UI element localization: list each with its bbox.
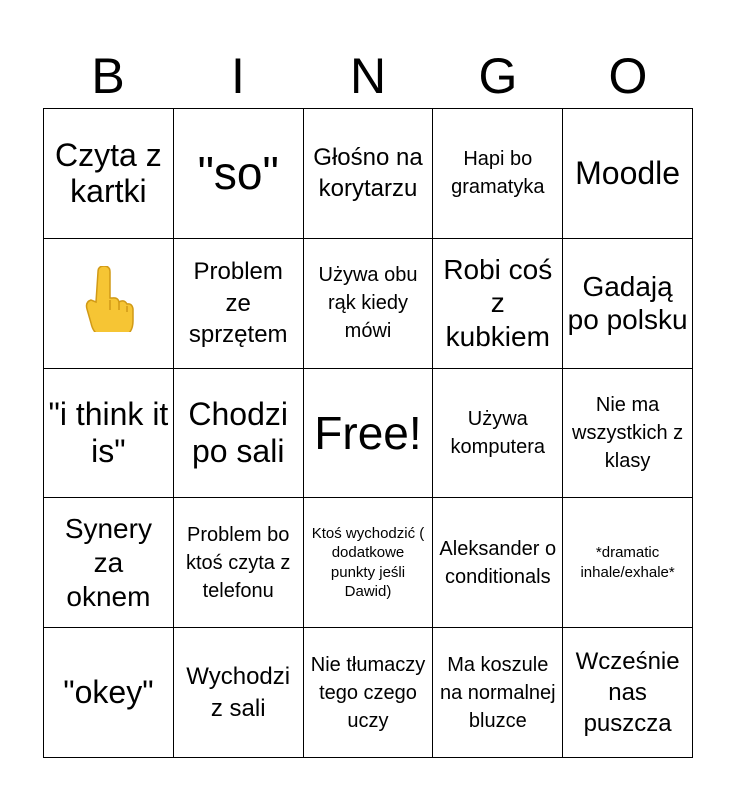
pointing-up-hand-icon — [82, 266, 134, 340]
header-letter-o: O — [608, 48, 648, 104]
bingo-cell[interactable] — [563, 498, 693, 628]
bingo-cell[interactable] — [304, 369, 434, 499]
header-letter-n: N — [349, 48, 387, 104]
bingo-cell-text: *dramatic inhale/exhale* — [580, 544, 675, 581]
bingo-cell[interactable] — [44, 628, 174, 758]
bingo-cell-text: Synery za oknem — [64, 513, 152, 612]
bingo-cell[interactable] — [563, 369, 693, 499]
bingo-cell[interactable] — [304, 628, 434, 758]
bingo-cell[interactable] — [44, 498, 174, 628]
bingo-cell[interactable] — [44, 369, 174, 499]
bingo-cell-text: Nie ma wszystkich z klasy — [572, 393, 684, 472]
bingo-cell[interactable] — [304, 239, 434, 369]
bingo-cell[interactable] — [563, 239, 693, 369]
bingo-cell[interactable] — [433, 239, 563, 369]
bingo-header — [43, 44, 693, 108]
bingo-cell-text: "okey" — [63, 674, 154, 711]
header-letter-i: I — [231, 48, 245, 104]
bingo-cell-text: Nie tłumaczy tego czego uczy — [310, 653, 426, 732]
bingo-cell[interactable] — [304, 498, 434, 628]
bingo-cell-text: Głośno na korytarzu — [313, 144, 423, 203]
bingo-cell-text: Ktoś wychodzić ( dodatkowe punkty jeśli Dawid) — [311, 524, 425, 601]
bingo-cell-text: Używa obu rąk kiedy mówi — [318, 264, 418, 343]
bingo-cell[interactable] — [563, 628, 693, 758]
bingo-cell-text: Gadają po polsku — [567, 270, 688, 336]
bingo-cell-text: Wcześnie nas puszcza — [575, 647, 680, 738]
header-letter-b: B — [91, 48, 125, 104]
bingo-cell[interactable] — [304, 109, 434, 239]
bingo-cell[interactable] — [174, 628, 304, 758]
bingo-cell-text: Robi coś z kubkiem — [443, 253, 553, 352]
bingo-cell-text: Chodzi po sali — [188, 396, 288, 469]
bingo-cell[interactable] — [433, 369, 563, 499]
bingo-cell[interactable] — [433, 628, 563, 758]
bingo-cell-text: Używa komputera — [450, 407, 546, 458]
bingo-cell-text: Wychodzi z sali — [186, 663, 291, 722]
bingo-cell-text: Moodle — [575, 155, 681, 191]
bingo-cell-text: Ma koszule na normalnej bluzce — [439, 653, 556, 732]
bingo-cell-text: Free! — [314, 406, 422, 459]
bingo-cell[interactable] — [433, 498, 563, 628]
bingo-cell[interactable] — [174, 239, 304, 369]
bingo-cell[interactable] — [563, 109, 693, 239]
header-letter-g: G — [478, 48, 518, 104]
bingo-cell[interactable] — [174, 109, 304, 239]
bingo-cell-text: Czyta z kartki — [55, 136, 162, 210]
bingo-cell[interactable] — [174, 369, 304, 499]
bingo-cell-text: "i think it is" — [48, 396, 169, 469]
bingo-cell[interactable] — [44, 109, 174, 239]
bingo-cell[interactable] — [174, 498, 304, 628]
bingo-grid — [43, 108, 693, 758]
bingo-cell[interactable] — [433, 109, 563, 239]
bingo-cell-text: Hapi bo gramatyka — [451, 148, 545, 199]
bingo-cell-text: Aleksander o conditionals — [439, 537, 557, 588]
bingo-cell[interactable] — [44, 239, 174, 369]
bingo-cell-text: Problem bo ktoś czyta z telefonu — [185, 523, 291, 602]
bingo-cell-text: "so" — [197, 147, 279, 200]
bingo-cell-text: Problem ze sprzętem — [188, 258, 288, 348]
